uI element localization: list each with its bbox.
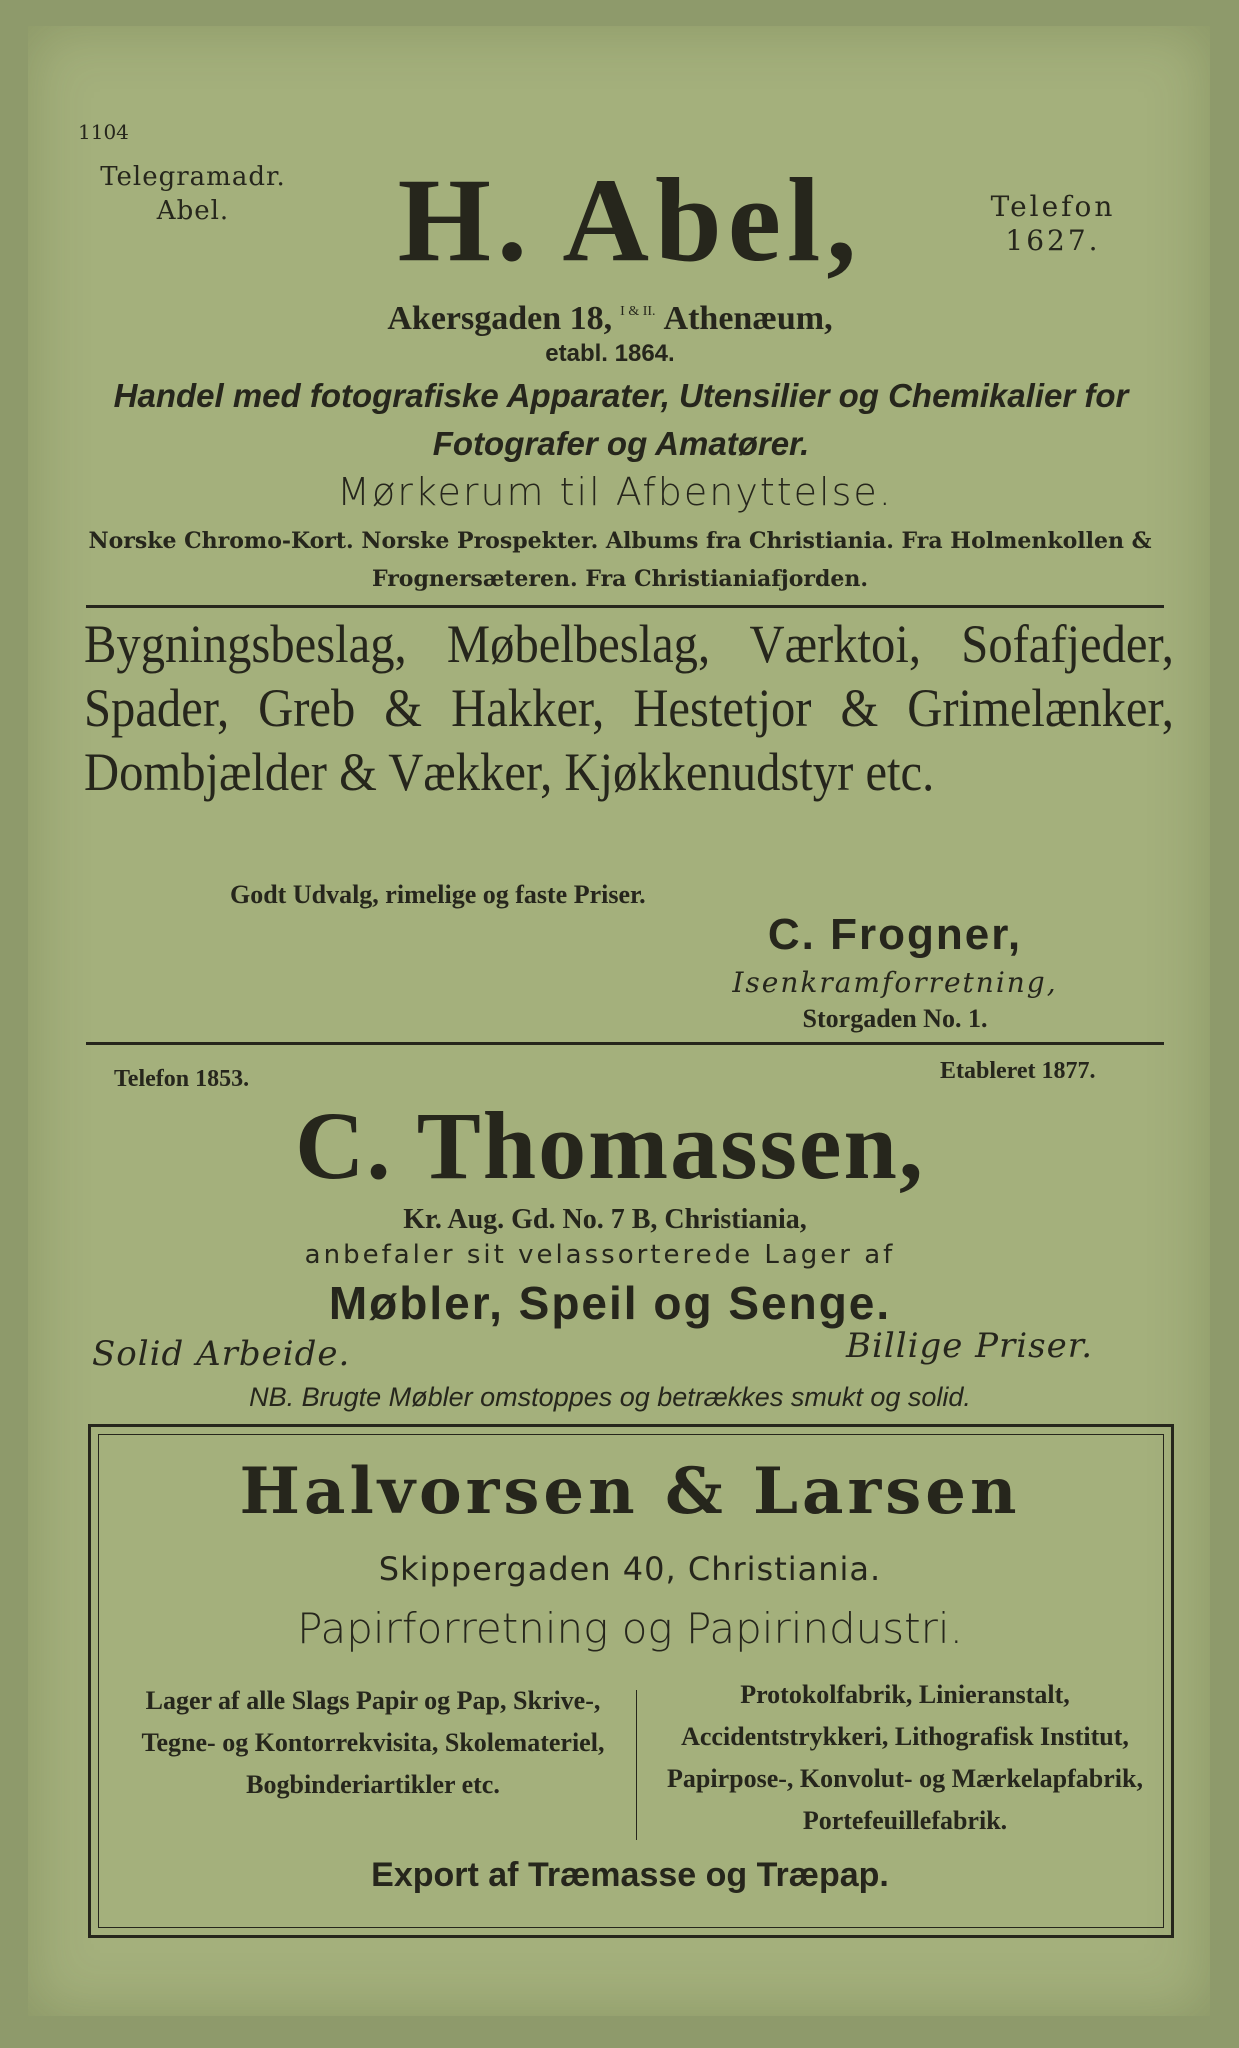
abel-telegram-label: Telegramadr. (100, 162, 286, 192)
halvorsen-export: Export af Træmasse og Træpap. (371, 1856, 889, 1894)
abel-telegram-value: Abel. (156, 196, 230, 226)
thomassen-solid: Solid Arbeide. (92, 1334, 351, 1374)
divider-2 (86, 1042, 1164, 1045)
divider-1 (86, 605, 1164, 608)
thomassen-prices: Billige Priser. (846, 1326, 1094, 1366)
abel-telefon-label: Telefon (990, 190, 1116, 223)
abel-telegram (78, 160, 308, 228)
frogner-tagline: Godt Udvalg, rimelige og faste Priser. (230, 880, 646, 909)
frogner-name: C. Frogner, (767, 910, 1023, 959)
abel-telefon (968, 190, 1138, 258)
halvorsen-left-column: Lager af alle Slags Papir og Pap, Skrive-, Tegne- og Kontorrekvisita, Skolemateriel, Bogbinderiartikler etc. (141, 1686, 605, 1799)
abel-trade: Handel med fotografiske Apparater, Utensilier og Chemikalier for Fotografer og Amatører. (113, 377, 1129, 462)
thomassen-goods: Møbler, Speil og Senge. (328, 1277, 892, 1329)
thomassen-established: Etableret 1877. (940, 1058, 1096, 1084)
frogner-goods: Bygningsbeslag, Møbelbeslag, Værktoi, Sofafjeder, Spader, Greb & Hakker, Hestetjor & Grimelænker, Dombjælder & Vækker, Kjøkkenudstyr etc. (84, 614, 1174, 802)
frogner-address: Storgaden No. 1. (802, 1004, 988, 1033)
halvorsen-address: Skippergaden 40, Christiania. (378, 1550, 882, 1588)
frogner-business: Isenkramforretning, (732, 966, 1058, 999)
thomassen-recommends: anbefaler sit velassorterede Lager af (304, 1240, 896, 1270)
thomassen-telefon: Telefon 1853. (114, 1066, 250, 1092)
halvorsen-business: Papirforretning og Papirindustri. (297, 1604, 963, 1653)
abel-address-street: Akersgaden 18, (387, 300, 613, 337)
abel-telefon-value: 1627. (1005, 224, 1101, 257)
abel-address (280, 300, 940, 338)
thomassen-note: NB. Brugte Møbler omstoppes og betrækkes smukt og solid. (249, 1382, 971, 1412)
thomassen-title: C. Thomassen, (295, 1092, 925, 1199)
halvorsen-right-column: Protokolfabrik, Linieranstalt, Accidentstrykkeri, Lithografisk Institut, Papirpose-, Konvolut- og Mærkelapfabrik, Portefeuillefabrik. (667, 1680, 1143, 1835)
abel-established: etabl. 1864. (545, 340, 675, 367)
abel-address-building: Athenæum, (663, 300, 833, 337)
abel-products: Norske Chromo-Kort. Norske Prospekter. Albums fra Christiania. Fra Holmenkollen & Frognersæteren. Fra Christianiafjorden. (88, 528, 1152, 592)
abel-darkroom: Mørkerum til Afbenyttelse. (337, 470, 893, 514)
abel-address-floors: I & II. (620, 304, 656, 319)
thomassen-address: Kr. Aug. Gd. No. 7 B, Christiania, (403, 1204, 807, 1235)
page-number: 1104 (78, 120, 129, 144)
abel-title: H. Abel, (397, 153, 863, 286)
halvorsen-title: Halvorsen & Larsen (239, 1454, 1021, 1529)
halvorsen-column-divider (636, 1690, 637, 1840)
